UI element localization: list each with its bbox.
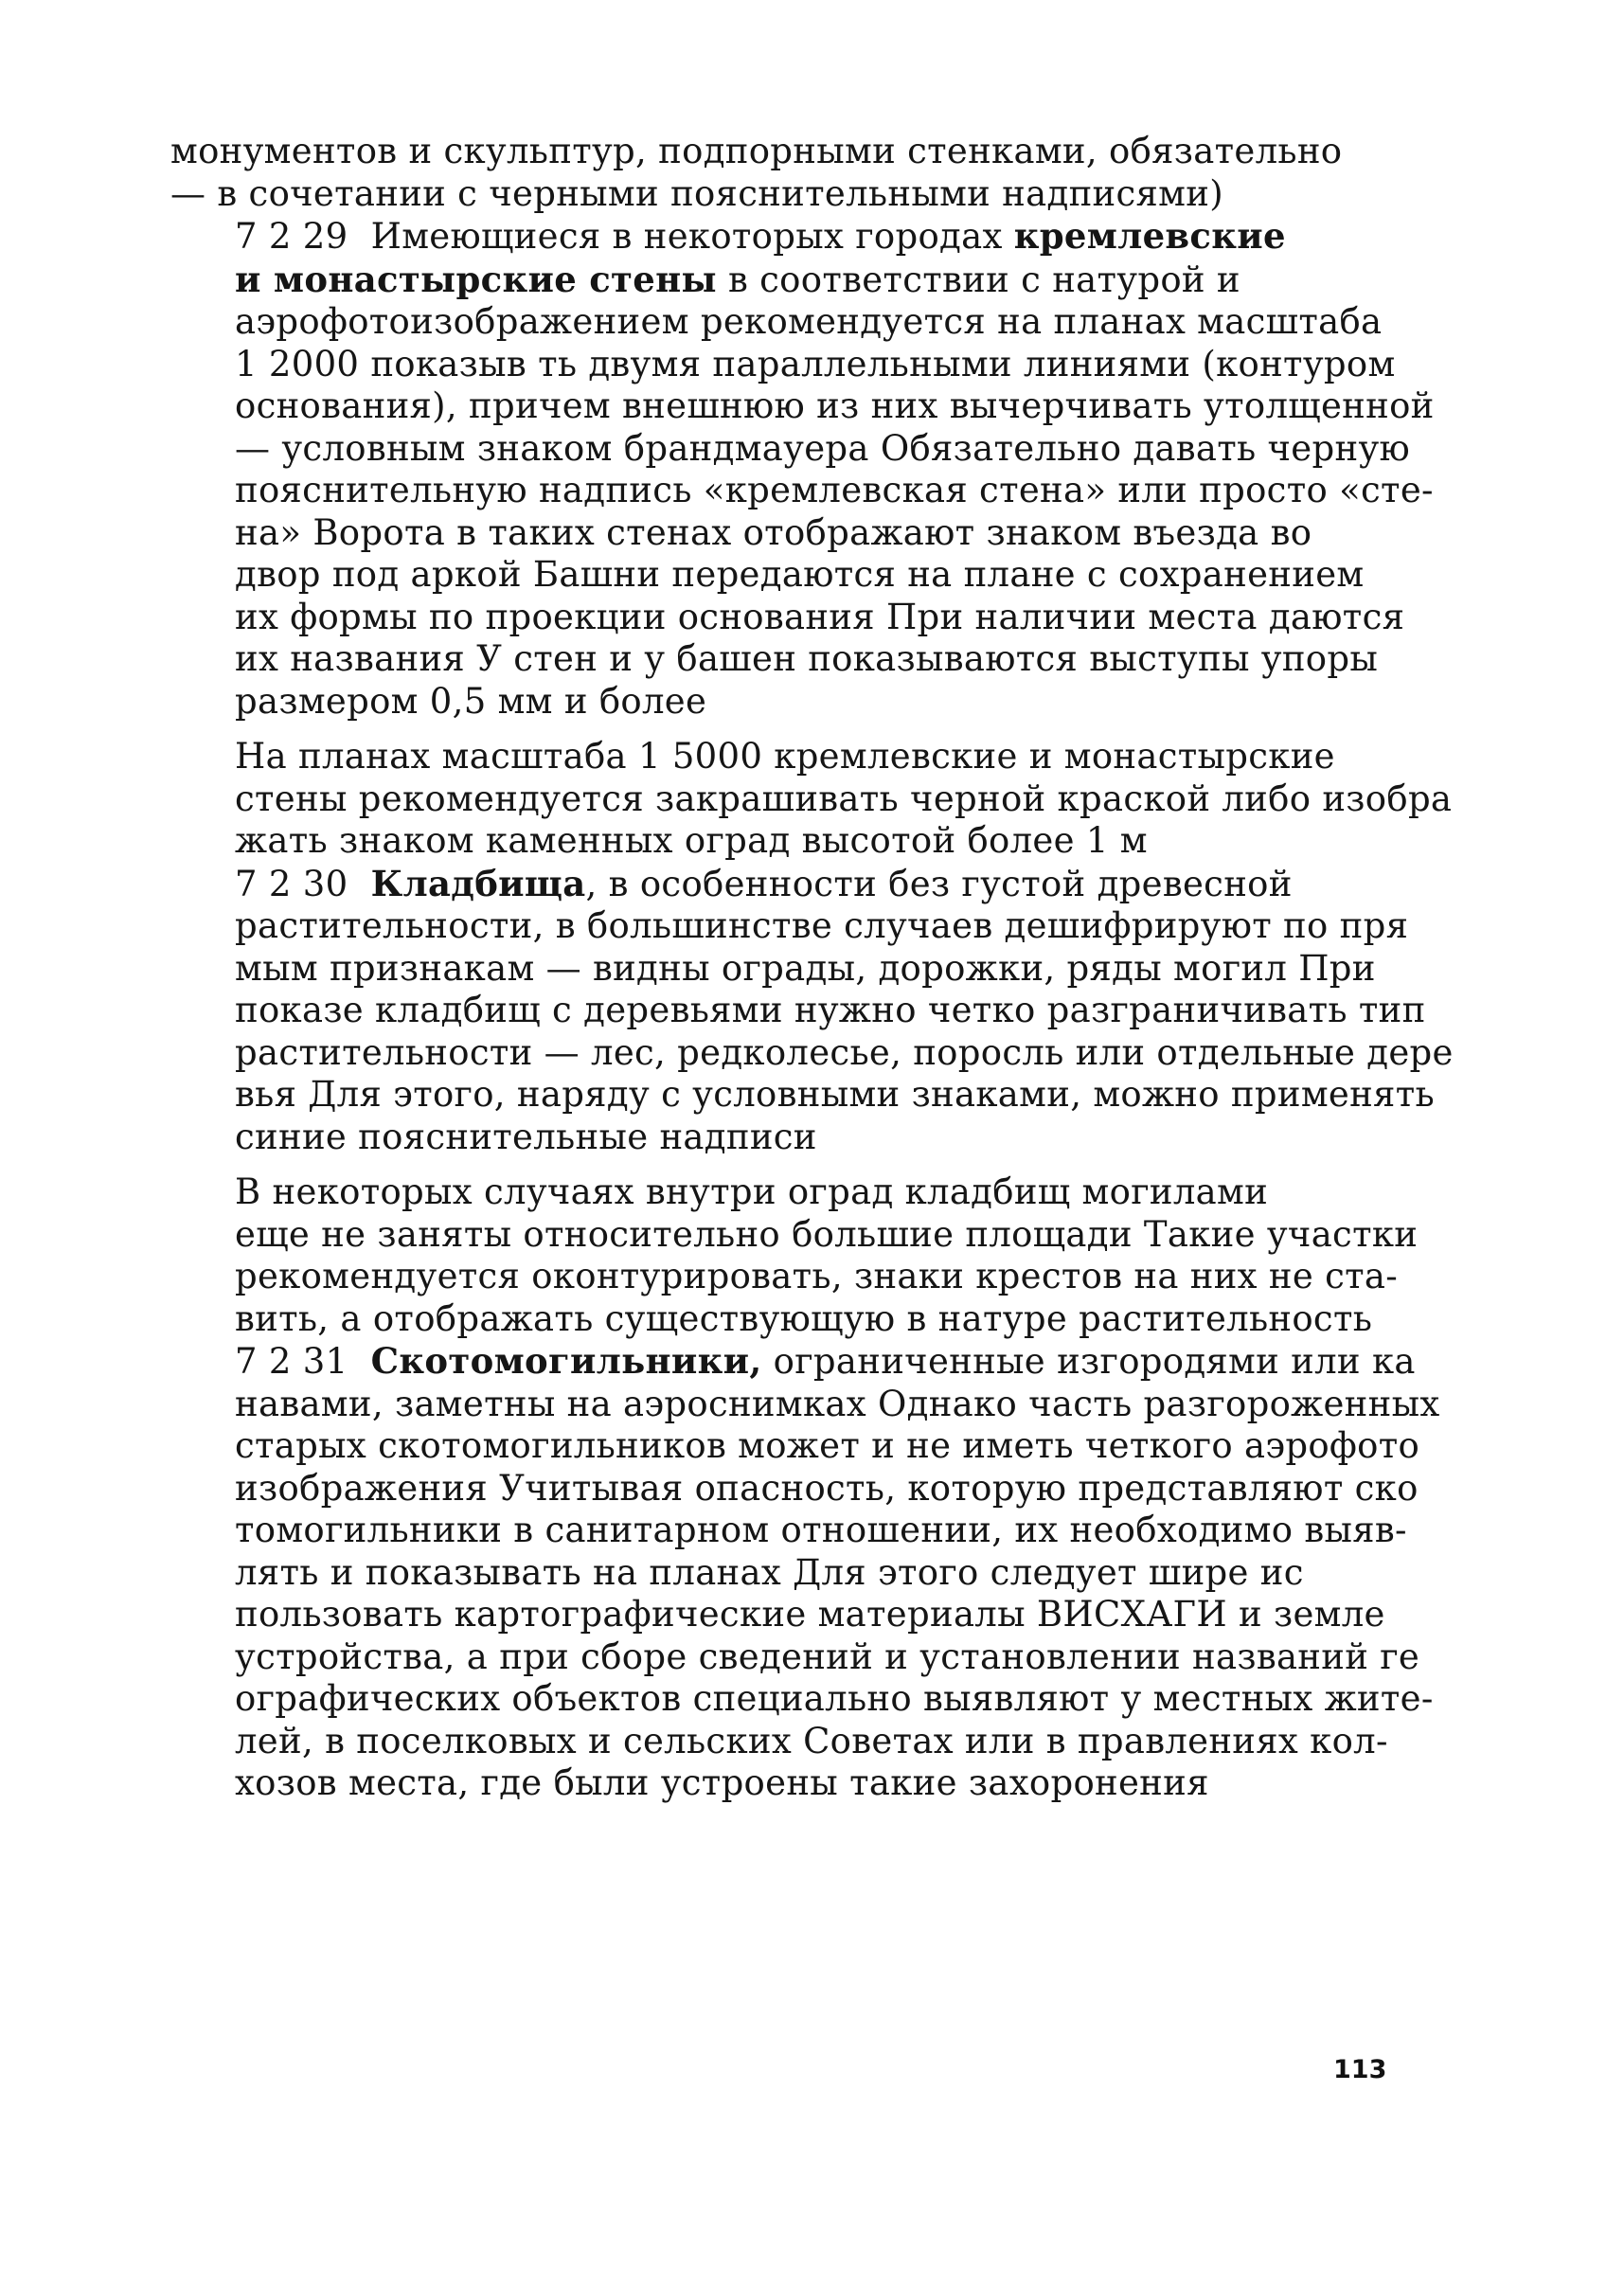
text-line: растительности — лес, редколесье, поросль или отдельные дере bbox=[235, 1031, 1454, 1073]
bold-term: Кладбища bbox=[370, 862, 586, 904]
bold-term: Скотомогильники, bbox=[370, 1340, 762, 1382]
text-run: Имеющиеся в некоторых городах bbox=[370, 216, 1003, 257]
text-line: показе кладбищ с деревьями нужно четко разграничивать тип bbox=[235, 990, 1426, 1030]
document-page bbox=[170, 131, 1454, 1805]
text-line: пользовать картографические материалы ВИСХАГИ и земле bbox=[235, 1594, 1385, 1635]
text-line: старых скотомогильников может и не иметь четкого аэрофото bbox=[235, 1425, 1420, 1466]
text-line: вья Для этого, наряду с условными знаками, можно применять bbox=[235, 1074, 1435, 1115]
text-line: еще не заняты относительно большие площади Такие участки bbox=[235, 1213, 1419, 1255]
text-line: жать знаком каменных оград высотой более 1 м bbox=[235, 820, 1148, 861]
text-line: стены рекомендуется закрашивать черной краской либо изобра bbox=[235, 778, 1453, 819]
text-line: двор под аркой Башни передаются на плане с сохранением bbox=[235, 554, 1365, 595]
section-7-2-30 bbox=[170, 862, 1454, 1159]
text-line: 1 2000 показыв ть двумя параллельными линиями (контуром bbox=[235, 343, 1396, 384]
text-line: изображения Учитывая опасность, которую представляют ско bbox=[235, 1467, 1419, 1509]
text-line: размером 0,5 мм и более bbox=[235, 680, 707, 722]
text-line: их названия У стен и у башен показываются выступы упоры bbox=[235, 638, 1379, 679]
section-heading-line bbox=[170, 863, 1392, 906]
page-number: 113 bbox=[1333, 2055, 1387, 2084]
text-run: в соответствии с натурой и bbox=[727, 259, 1240, 300]
paragraph-continuation bbox=[170, 131, 1392, 215]
section-7-2-29 bbox=[170, 215, 1435, 723]
text-line: навами, заметны на аэроснимках Однако часть разгороженных bbox=[235, 1383, 1440, 1424]
text-line: На планах масштаба 1 5000 кремлевские и монастырские bbox=[235, 736, 1335, 777]
text-line: В некоторых случаях внутри оград кладбищ могилами bbox=[235, 1171, 1269, 1212]
text-line: рекомендуется оконтурировать, знаки крестов на них не ста- bbox=[235, 1256, 1399, 1296]
text-line: на» Ворота в таких стенах отображают знаком въезда во bbox=[235, 511, 1312, 553]
text-line: — в сочетании с черными пояснительными надписями) bbox=[170, 172, 1223, 214]
text-line: ографических объектов специально выявляют у местных жите- bbox=[235, 1678, 1434, 1719]
text-line: лять и показывать на планах Для этого следует шире ис bbox=[235, 1551, 1304, 1593]
section-number: 7 2 30 bbox=[235, 863, 348, 904]
text-line: пояснительную надпись «кремлевская стена» или просто «сте- bbox=[235, 470, 1434, 510]
section-heading-line bbox=[170, 215, 1392, 259]
text-line: вить, а отображать существующую в натуре растительность bbox=[235, 1297, 1373, 1339]
section-number: 7 2 29 bbox=[235, 216, 348, 257]
text-line: синие пояснительные надписи bbox=[235, 1116, 817, 1157]
text-run: ограниченные изгородями или ка bbox=[773, 1341, 1416, 1382]
text-line: аэрофотоизображением рекомендуется на планах масштаба bbox=[235, 301, 1383, 342]
section-heading-line bbox=[170, 1340, 1416, 1384]
text-line: устройства, а при сборе сведений и установлении названий ге bbox=[235, 1636, 1420, 1677]
text-line: томогильники в санитарном отношении, их необходимо выяв- bbox=[235, 1510, 1407, 1550]
text-line: монументов и скульптур, подпорными стенками, обязательно bbox=[170, 131, 1343, 171]
text-line: — условным знаком брандмауера Обязательно давать черную bbox=[235, 427, 1411, 469]
section-number: 7 2 31 bbox=[235, 1341, 348, 1382]
text-line: растительности, в большинстве случаев дешифрируют по пря bbox=[235, 905, 1409, 946]
text-line: лей, в поселковых и сельских Советах или в правлениях кол- bbox=[235, 1720, 1388, 1761]
text-line: основания), причем внешнюю из них вычерчивать утолщенной bbox=[235, 385, 1435, 426]
text-line: мым признакам — видны ограды, дорожки, ряды могил При bbox=[235, 947, 1376, 989]
text-line: их формы по проекции основания При наличии места даются bbox=[235, 596, 1405, 637]
section-7-2-31 bbox=[170, 1340, 1440, 1805]
text-line: хозов места, где были устроены такие захоронения bbox=[235, 1762, 1209, 1803]
text-run: , в особенности без густой древесной bbox=[585, 863, 1293, 904]
bold-term: и монастырские стены bbox=[235, 258, 717, 300]
paragraph-kremlin-walls-5000 bbox=[170, 736, 1453, 863]
bold-term: кремлевские bbox=[1013, 215, 1286, 257]
text-line bbox=[170, 259, 1392, 302]
paragraph-cemetery-areas bbox=[170, 1171, 1419, 1340]
